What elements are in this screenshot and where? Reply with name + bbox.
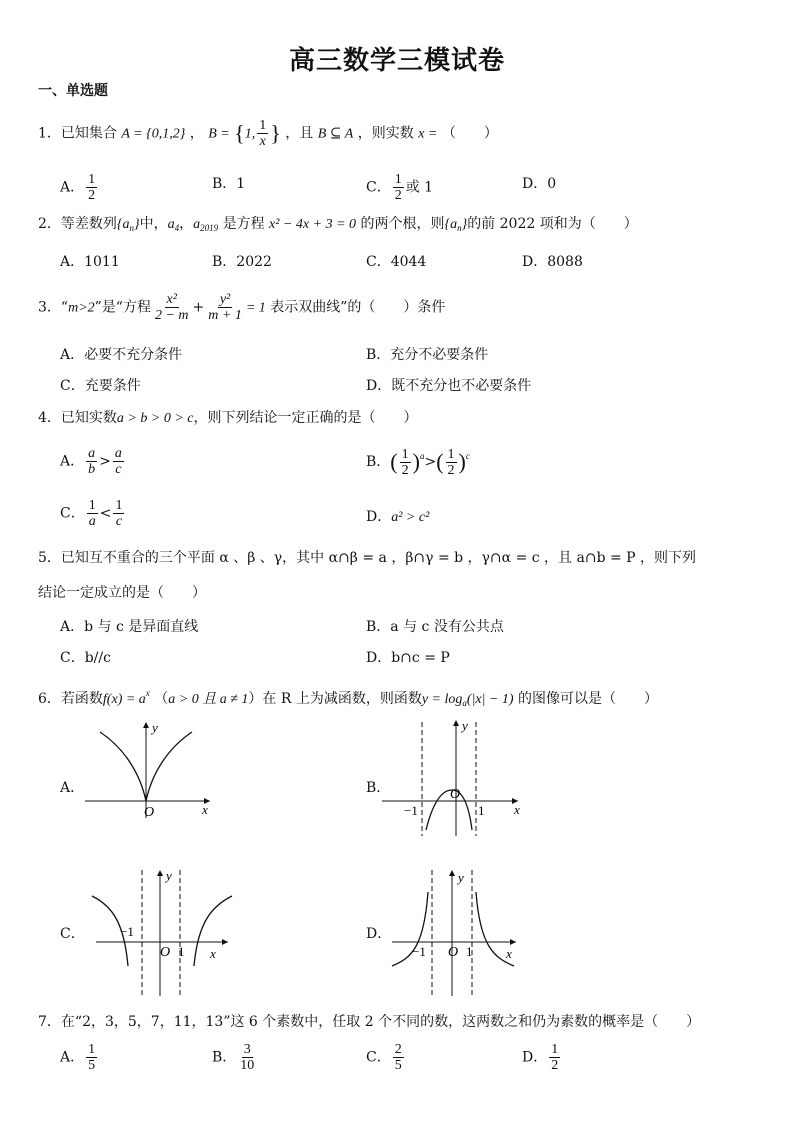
q6-graph-b bbox=[378, 718, 528, 838]
svg-text:−1: −1 bbox=[120, 924, 134, 939]
page-title: 高三数学三模试卷 bbox=[288, 46, 505, 76]
question-1-stem bbox=[38, 118, 498, 149]
question-5-line-1: 5．已知互不重合的三个平面 α 、β 、γ，其中 α∩β = a ，β∩γ = b ，γ∩α = c ，且 a∩b = P ，则下列 bbox=[38, 550, 697, 566]
q5-option-a[interactable]: A．b 与 c 是异面直线 bbox=[60, 619, 199, 635]
question-6-stem: 6．若函数$f(x) = a^x$ （a > 0 且 a ≠ 1）在 R 上为减函数，则函数$y = \log_a(|x| - 1)$ 的图像可以是（ ） bbox=[38, 688, 659, 708]
svg-text:y: y bbox=[166, 868, 172, 883]
q1-option-b[interactable]: B．1 bbox=[212, 176, 246, 192]
svg-text:x: x bbox=[210, 946, 216, 961]
svg-text:x: x bbox=[202, 802, 208, 817]
svg-text:−1: −1 bbox=[412, 944, 426, 959]
q4-option-b[interactable]: B．( $\frac{1}{2}$ )$^a$>( $\frac{1}{2}$ )$^c$ bbox=[366, 446, 470, 478]
q2-option-c[interactable]: C．4044 bbox=[366, 254, 427, 270]
q1-text: ，且 bbox=[285, 125, 314, 142]
q5-option-d[interactable]: D．b∩c = P bbox=[366, 650, 450, 666]
q4-option-d[interactable]: D．a² > c² bbox=[366, 509, 430, 525]
q6-graph-a bbox=[80, 718, 220, 823]
q2-option-d[interactable]: D．8088 bbox=[522, 254, 583, 270]
q1-set-a: A = {0,1,2} bbox=[121, 126, 186, 142]
section-heading: 一、单选题 bbox=[38, 83, 108, 99]
q1-var: x = bbox=[418, 126, 438, 142]
q1-text: ，则实数 bbox=[357, 125, 414, 142]
q7-option-d[interactable]: D． $\frac{1}{2}$ bbox=[522, 1042, 559, 1073]
question-5-line-2: 结论一定成立的是（ ） bbox=[38, 585, 206, 601]
svg-text:x: x bbox=[506, 946, 512, 961]
q3-option-c[interactable]: C．充要条件 bbox=[60, 378, 141, 394]
q1-option-d[interactable]: D．0 bbox=[522, 176, 557, 192]
q1-option-c[interactable]: C． $\frac{1}{2}$ 或 1 bbox=[366, 172, 434, 203]
q5-option-c[interactable]: C．b//c bbox=[60, 650, 111, 666]
question-7-stem: 7．在“2，3，5，7，11，13”这 6 个素数中，任取 2 个不同的数，这两数之和仍为素数的概率是（ ） bbox=[38, 1014, 701, 1030]
question-3-stem: 3．“m>2”是“方程 $\frac{\text{x²}}{2 - m}$ + $\frac{\text{y²}}{m + 1}$ = 1 表示双曲线”的（ ）条件 bbox=[38, 292, 446, 323]
q6-graph-c bbox=[86, 866, 236, 998]
q7-option-a[interactable]: A． $\frac{1}{5}$ bbox=[60, 1042, 96, 1073]
q3-option-d[interactable]: D．既不充分也不必要条件 bbox=[366, 378, 532, 394]
q6-graph-d bbox=[388, 866, 528, 998]
svg-text:O: O bbox=[450, 787, 461, 802]
svg-text:O: O bbox=[144, 805, 155, 820]
q1-subset: B ⊆ A bbox=[317, 126, 354, 142]
q1-option-a[interactable]: A． $\frac{1}{2}$ bbox=[60, 172, 96, 203]
q4-option-c[interactable]: C． $\frac{1}{a}$ < $\frac{1}{c}$ bbox=[60, 498, 123, 529]
question-2-stem: 2．等差数列$\{a_n\}$中，$a_4$，$a_{2019}$ 是方程 x² − 4x + 3 = 0 的两个根，则$\{a_n\}$的前 2022 项和为（ ） bbox=[38, 216, 638, 233]
svg-text:1: 1 bbox=[466, 944, 473, 959]
q1-brace-open: { bbox=[234, 120, 245, 146]
q1-set-b-label: B = bbox=[208, 126, 230, 142]
svg-text:y: y bbox=[462, 718, 468, 733]
svg-text:x: x bbox=[514, 802, 520, 817]
q3-option-b[interactable]: B．充分不必要条件 bbox=[366, 347, 489, 363]
svg-text:1: 1 bbox=[478, 803, 485, 818]
q1-text: 1．已知集合 bbox=[38, 125, 117, 142]
q1-set-b-elem: 1, bbox=[244, 126, 256, 142]
q7-option-c[interactable]: C． $\frac{2}{5}$ bbox=[366, 1042, 402, 1073]
svg-text:1: 1 bbox=[178, 944, 185, 959]
q6-option-a[interactable]: A． bbox=[60, 780, 85, 796]
q1-fraction: $\frac{1}{x}$ bbox=[259, 118, 267, 149]
q6-option-c[interactable]: C． bbox=[60, 926, 85, 942]
svg-text:y: y bbox=[152, 720, 158, 735]
q5-option-b[interactable]: B．a 与 c 没有公共点 bbox=[366, 619, 504, 635]
svg-text:O: O bbox=[448, 945, 459, 960]
q4-option-a[interactable]: A． $\frac{a}{b}$ > $\frac{a}{c}$ bbox=[60, 446, 122, 477]
q1-text: ， bbox=[189, 125, 204, 142]
svg-text:O: O bbox=[160, 945, 171, 960]
question-4-stem: 4．已知实数a > b > 0 > c，则下列结论一定正确的是（ ） bbox=[38, 410, 418, 426]
q1-paren: （ ） bbox=[441, 125, 498, 142]
q3-option-a[interactable]: A．必要不充分条件 bbox=[60, 347, 183, 363]
q2-option-a[interactable]: A．1011 bbox=[60, 254, 120, 270]
q6-option-d[interactable]: D． bbox=[366, 926, 392, 942]
svg-text:−1: −1 bbox=[404, 803, 418, 818]
svg-text:y: y bbox=[458, 870, 464, 885]
q1-brace-close: } bbox=[270, 120, 281, 146]
q6-option-b[interactable]: B． bbox=[366, 780, 391, 796]
q2-option-b[interactable]: B．2022 bbox=[212, 254, 272, 270]
q7-option-b[interactable]: B． $\frac{3}{10}$ bbox=[212, 1042, 255, 1073]
